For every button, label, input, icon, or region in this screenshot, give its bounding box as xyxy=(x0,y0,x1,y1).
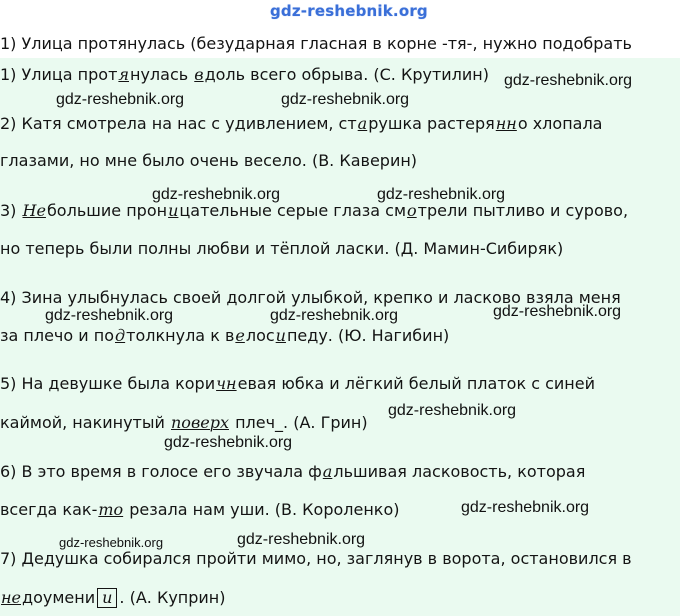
sentence-2-line-1: 2) Катя смотрела на нас с удивлением, старушка растерянно хлопала xyxy=(0,114,603,133)
watermark: gdz-reshebnik.org xyxy=(164,434,293,451)
watermark: gdz-reshebnik.org xyxy=(270,307,399,324)
sentence-7-line-2: недоумени и . (А. Куприн) xyxy=(1,588,226,607)
watermark: gdz-reshebnik.org xyxy=(388,402,517,419)
sentence-5-line-1: 5) На девушке была коричневая юбка и лёгкий белый платок с синей xyxy=(0,374,595,393)
emphasized-letter: е xyxy=(235,326,245,345)
emphasized-letter: а xyxy=(357,114,368,133)
emphasized-letter: чн xyxy=(216,374,237,393)
emphasized-letter: д xyxy=(115,326,126,345)
watermark: gdz-reshebnik.org xyxy=(45,307,174,324)
sentence-6-line-2: всегда как-то резала нам уши. (В. Короленко) xyxy=(0,500,400,519)
sentence-3-line-1: 3) Небольшие проницательные серые глаза смотрели пытливо и сурово, xyxy=(0,201,629,220)
sentence-6-line-1: 6) В это время в голосе его звучала фальшивая ласковость, которая xyxy=(0,462,586,481)
emphasized-letter: а xyxy=(322,462,333,481)
sentence-1: 1) Улица протянулась вдоль всего обрыва. (С. Крутилин) xyxy=(0,65,489,84)
sentence-4-line-1: 4) Зина улыбнулась своей долгой улыбкой, крепко и ласково взяла меня xyxy=(0,288,621,307)
sentence-4-line-2: за плечо и подтолкнула к велосипеду. (Ю. Нагибин) xyxy=(0,326,450,345)
emphasized-letter: в xyxy=(194,65,204,84)
watermark: gdz-reshebnik.org xyxy=(152,186,281,203)
boxed-ending: и xyxy=(97,588,117,608)
sentence-3-line-2: но теперь были полны любви и тёплой ласки. (Д. Мамин-Сибиряк) xyxy=(0,239,564,258)
intro-line: 1) Улица протянулась (безударная гласная в корне -тя-, нужно подобрать xyxy=(0,34,632,53)
watermark: gdz-reshebnik.org xyxy=(377,186,506,203)
emphasized-word: то xyxy=(98,500,124,519)
emphasized-letter: и xyxy=(275,326,286,345)
answer-panel xyxy=(0,58,680,616)
watermark: gdz-reshebnik.org xyxy=(504,72,633,89)
watermark: gdz-reshebnik.org xyxy=(237,531,366,548)
watermark: gdz-reshebnik.org xyxy=(461,499,590,516)
sentence-2-line-2: глазами, но мне было очень весело. (В. Каверин) xyxy=(0,151,418,170)
site-logo: gdz-reshebnik.org xyxy=(270,2,428,20)
emphasized-letter: Не xyxy=(22,201,46,220)
sentence-5-line-2: каймой, накинутый поверх плеч_. (А. Грин) xyxy=(0,413,368,432)
watermark: gdz-reshebnik.org xyxy=(281,91,410,108)
emphasized-letter: нн xyxy=(495,114,517,133)
watermark: gdz-reshebnik.org xyxy=(59,535,164,550)
emphasized-letter: о xyxy=(407,201,417,220)
emphasized-prefix: не xyxy=(1,588,22,607)
emphasized-letter: я xyxy=(118,65,129,84)
emphasized-letter: и xyxy=(168,201,179,220)
emphasized-word: поверх xyxy=(171,413,229,432)
watermark: gdz-reshebnik.org xyxy=(56,91,185,108)
sentence-7-line-1: 7) Дедушка собирался пройти мимо, но, заглянув в ворота, остановился в xyxy=(0,549,632,568)
watermark: gdz-reshebnik.org xyxy=(493,303,622,320)
